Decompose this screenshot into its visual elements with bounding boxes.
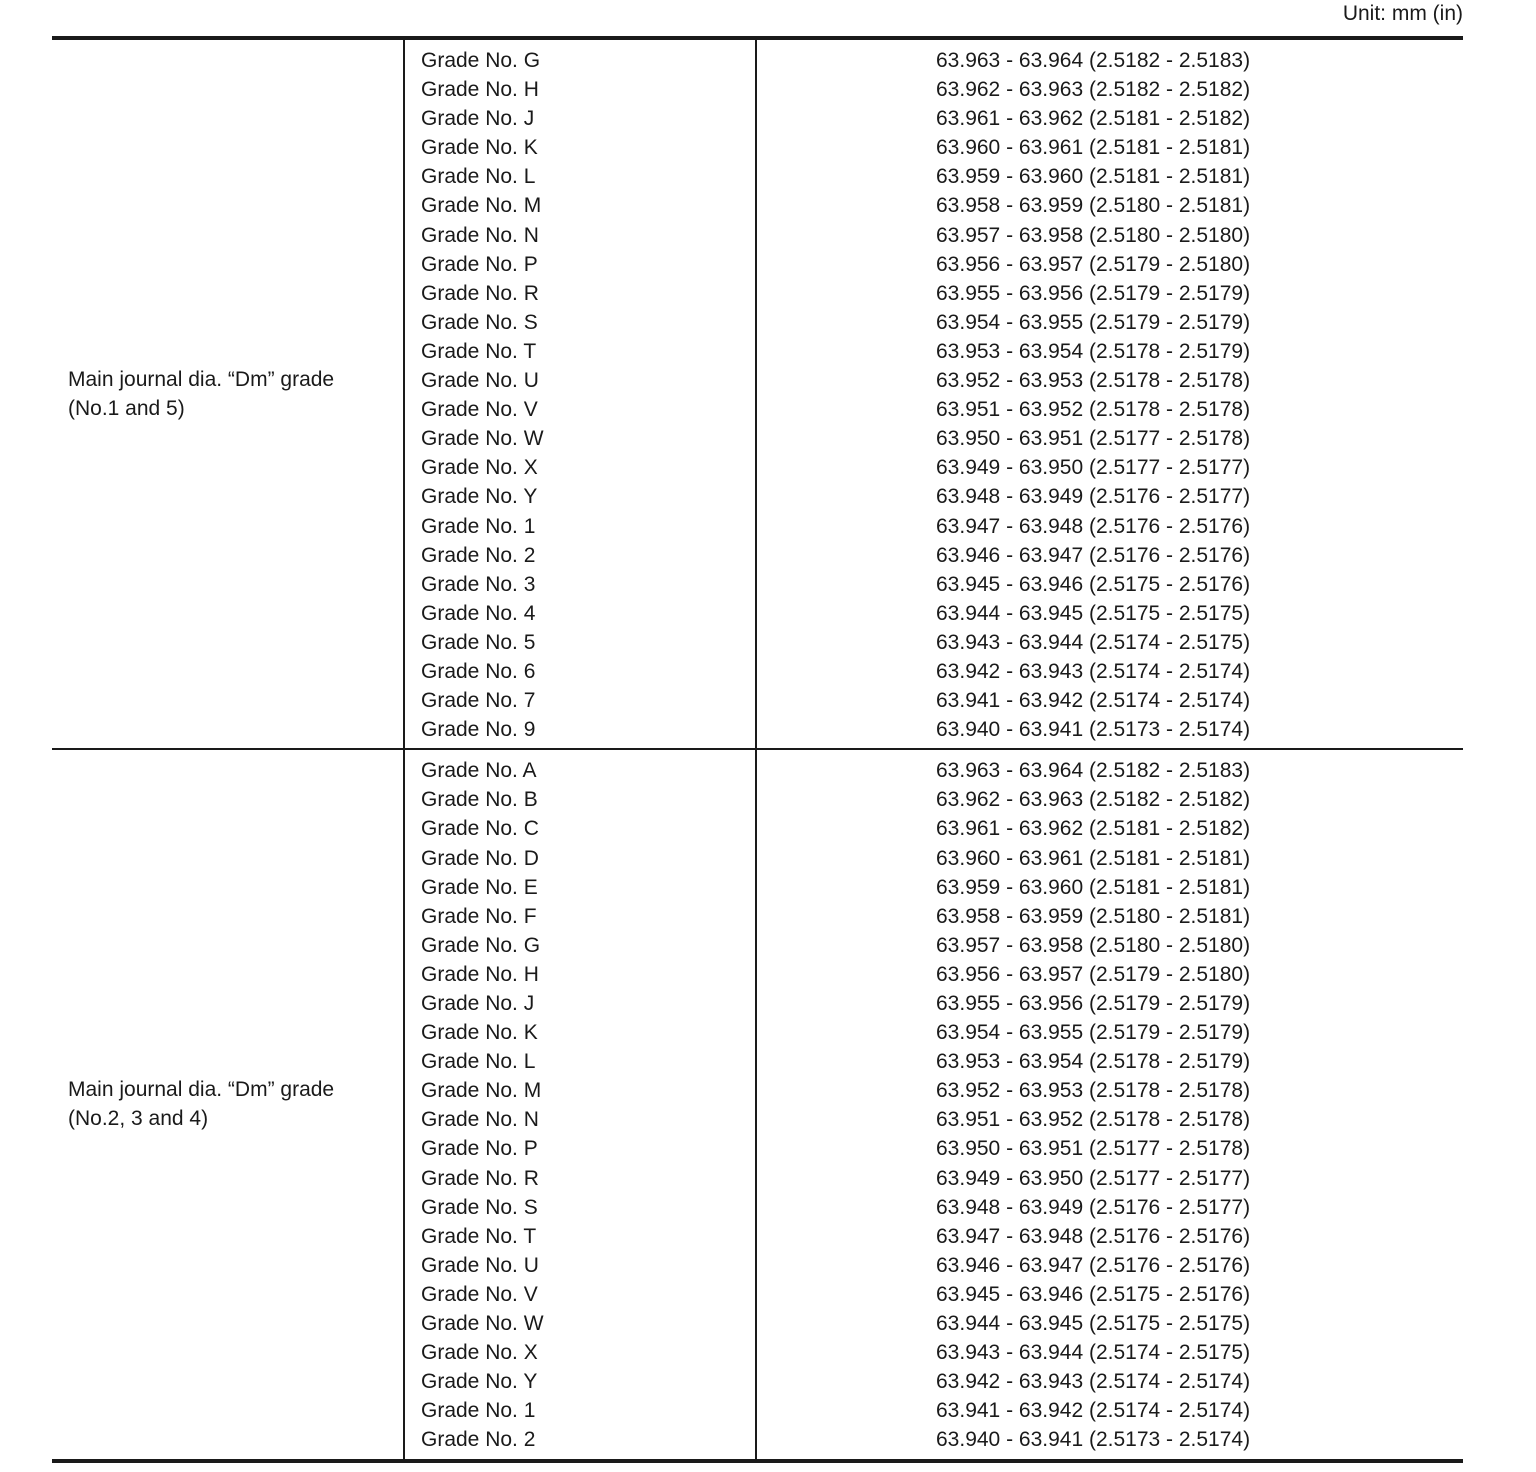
value-cell: 63.941 - 63.942 (2.5174 - 2.5174) [936,689,1251,713]
grade-cell: Grade No. T [421,339,537,363]
grade-cell: Grade No. H [421,962,539,986]
value-cell: 63.942 - 63.943 (2.5174 - 2.5174) [936,659,1251,683]
value-cell: 63.948 - 63.949 (2.5176 - 2.5177) [936,1195,1251,1219]
grade-column [405,750,757,1458]
value-cell: 63.950 - 63.951 (2.5177 - 2.5178) [936,427,1251,451]
section-description-line: (No.2, 3 and 4) [68,1107,209,1131]
value-cell: 63.940 - 63.941 (2.5173 - 2.5174) [936,1428,1251,1452]
value-cell: 63.950 - 63.951 (2.5177 - 2.5178) [936,1137,1251,1161]
grade-cell: Grade No. 9 [421,718,536,742]
grade-cell: Grade No. V [421,1282,538,1306]
value-cell: 63.949 - 63.950 (2.5177 - 2.5177) [936,456,1251,480]
grade-cell: Grade No. T [421,1224,537,1248]
grade-cell: Grade No. M [421,194,542,218]
section-description-line: Main journal dia. “Dm” grade [68,1078,335,1102]
value-cell: 63.947 - 63.948 (2.5176 - 2.5176) [936,1224,1251,1248]
value-cell: 63.961 - 63.962 (2.5181 - 2.5182) [936,817,1251,841]
section-description-line: Main journal dia. “Dm” grade [68,368,335,392]
value-cell: 63.957 - 63.958 (2.5180 - 2.5180) [936,223,1251,247]
value-cell: 63.960 - 63.961 (2.5181 - 2.5181) [936,136,1251,160]
grade-cell: Grade No. Y [421,1370,538,1394]
section-description-cell [52,40,405,748]
value-cell: 63.945 - 63.946 (2.5175 - 2.5176) [936,1282,1251,1306]
value-cell: 63.960 - 63.961 (2.5181 - 2.5181) [936,846,1251,870]
grade-cell: Grade No. G [421,49,541,72]
section-description [52,365,334,423]
value-cell: 63.961 - 63.962 (2.5181 - 2.5182) [936,107,1251,131]
grade-cell: Grade No. M [421,1079,542,1103]
grade-cell: Grade No. K [421,1021,538,1045]
grade-cell: Grade No. G [421,933,541,957]
value-cell: 63.955 - 63.956 (2.5179 - 2.5179) [936,992,1251,1015]
value-cell: 63.954 - 63.955 (2.5179 - 2.5179) [936,1021,1251,1045]
value-cell: 63.957 - 63.958 (2.5180 - 2.5180) [936,933,1251,957]
grade-cell: Grade No. 4 [421,601,536,625]
grade-cell: Grade No. 3 [421,572,536,596]
value-cell: 63.953 - 63.954 (2.5178 - 2.5179) [936,339,1251,363]
grade-cell: Grade No. 1 [421,1399,536,1423]
value-cell: 63.945 - 63.946 (2.5175 - 2.5176) [936,572,1251,596]
grade-cell: Grade No. 1 [421,514,536,538]
grade-cell: Grade No. 5 [421,630,536,654]
value-cell: 63.946 - 63.947 (2.5176 - 2.5176) [936,543,1251,567]
value-cell: 63.940 - 63.941 (2.5173 - 2.5174) [936,718,1251,742]
grade-cell: Grade No. B [421,788,538,812]
value-cell: 63.958 - 63.959 (2.5180 - 2.5181) [936,904,1251,928]
grade-cell: Grade No. 7 [421,689,536,713]
unit-label: Unit: mm (in) [1342,2,1463,25]
value-cell: 63.963 - 63.964 (2.5182 - 2.5183) [936,759,1251,783]
grade-cell: Grade No. R [421,1166,539,1190]
grade-cell: Grade No. N [421,1108,539,1132]
grade-cell: Grade No. 6 [421,659,536,683]
spec-table [52,36,1463,1463]
spec-section [52,748,1463,1458]
value-cell: 63.951 - 63.952 (2.5178 - 2.5178) [936,1108,1251,1132]
value-column [757,40,1463,748]
value-cell: 63.942 - 63.943 (2.5174 - 2.5174) [936,1370,1251,1394]
value-cell: 63.963 - 63.964 (2.5182 - 2.5183) [936,49,1251,72]
grade-cell: Grade No. L [421,1050,536,1074]
spec-section [52,40,1463,748]
value-cell: 63.962 - 63.963 (2.5182 - 2.5182) [936,78,1251,102]
table-bottom-rule [52,1459,1463,1463]
section-description-cell [52,750,405,1458]
value-cell: 63.962 - 63.963 (2.5182 - 2.5182) [936,788,1251,812]
grade-cell: Grade No. J [421,992,535,1015]
grade-cell: Grade No. X [421,1341,538,1365]
grade-cell: Grade No. V [421,398,538,422]
section-description [52,1075,334,1133]
grade-cell: Grade No. N [421,223,539,247]
value-cell: 63.944 - 63.945 (2.5175 - 2.5175) [936,1312,1251,1336]
grade-cell: Grade No. P [421,1137,538,1161]
value-cell: 63.952 - 63.953 (2.5178 - 2.5178) [936,369,1251,393]
value-cell: 63.955 - 63.956 (2.5179 - 2.5179) [936,281,1251,305]
value-cell: 63.956 - 63.957 (2.5179 - 2.5180) [936,252,1251,276]
grade-cell: Grade No. W [421,1312,544,1336]
grade-cell: Grade No. R [421,281,539,305]
grade-cell: Grade No. F [421,904,537,928]
value-cell: 63.946 - 63.947 (2.5176 - 2.5176) [936,1253,1251,1277]
value-cell: 63.959 - 63.960 (2.5181 - 2.5181) [936,165,1251,189]
value-cell: 63.948 - 63.949 (2.5176 - 2.5177) [936,485,1251,509]
grade-cell: Grade No. L [421,165,536,189]
grade-cell: Grade No. P [421,252,538,276]
value-cell: 63.958 - 63.959 (2.5180 - 2.5181) [936,194,1251,218]
value-cell: 63.943 - 63.944 (2.5174 - 2.5175) [936,1341,1251,1365]
value-cell: 63.952 - 63.953 (2.5178 - 2.5178) [936,1079,1251,1103]
grade-cell: Grade No. H [421,78,539,102]
grade-cell: Grade No. W [421,427,544,451]
grade-cell: Grade No. X [421,456,538,480]
value-cell: 63.949 - 63.950 (2.5177 - 2.5177) [936,1166,1251,1190]
grade-cell: Grade No. Y [421,485,538,509]
value-cell: 63.953 - 63.954 (2.5178 - 2.5179) [936,1050,1251,1074]
value-column [757,750,1463,1458]
value-cell: 63.954 - 63.955 (2.5179 - 2.5179) [936,310,1251,334]
grade-cell: Grade No. U [421,369,539,393]
grade-column [405,40,757,748]
grade-cell: Grade No. K [421,136,538,160]
grade-cell: Grade No. 2 [421,1428,536,1452]
grade-cell: Grade No. A [421,759,537,783]
grade-cell: Grade No. S [421,310,538,334]
grade-cell: Grade No. 2 [421,543,536,567]
grade-cell: Grade No. D [421,846,539,870]
grade-cell: Grade No. C [421,817,539,841]
value-cell: 63.941 - 63.942 (2.5174 - 2.5174) [936,1399,1251,1423]
grade-cell: Grade No. S [421,1195,538,1219]
grade-cell: Grade No. U [421,1253,539,1277]
value-cell: 63.959 - 63.960 (2.5181 - 2.5181) [936,875,1251,899]
value-cell: 63.944 - 63.945 (2.5175 - 2.5175) [936,601,1251,625]
value-cell: 63.947 - 63.948 (2.5176 - 2.5176) [936,514,1251,538]
grade-cell: Grade No. E [421,875,538,899]
value-cell: 63.956 - 63.957 (2.5179 - 2.5180) [936,962,1251,986]
section-description-line: (No.1 and 5) [68,397,185,421]
value-cell: 63.943 - 63.944 (2.5174 - 2.5175) [936,630,1251,654]
value-cell: 63.951 - 63.952 (2.5178 - 2.5178) [936,398,1251,422]
grade-cell: Grade No. J [421,107,535,131]
